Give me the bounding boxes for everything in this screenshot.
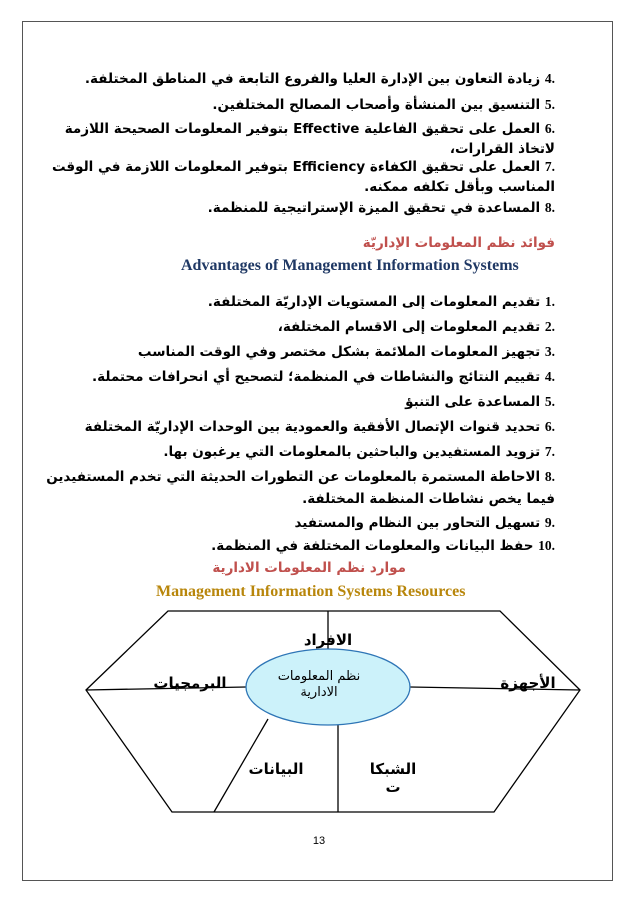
adv-item-4: .4 تقييم النتائج والنشاطات في المنظمة؛ لتصحيح أي انحرافات محتملة. — [92, 369, 555, 385]
list1-item-6-cont: لاتخاذ القرارات، — [449, 141, 555, 157]
list1-item-5: .5 التنسيق بين المنشأة وأصحاب المصالح المختلفين. — [212, 97, 555, 113]
advantages-title-ar: فوائد نظم المعلومات الإداريّة — [362, 235, 555, 251]
list1-item-6: .6 العمل على تحقيق الفاعلية Effective بتوفير المعلومات الصحيحة اللازمة — [64, 121, 555, 137]
list1-item-4: .4 زيادة التعاون بين الإدارة العليا والفروع التابعة في المناطق المختلفة. — [84, 71, 555, 87]
adv-item-8-cont: فيما يخص نشاطات المنظمة المختلفة. — [302, 491, 555, 507]
adv-item-5: .5 المساعدة على التنبؤ — [405, 394, 555, 410]
resources-title-en: Management Information Systems Resources — [156, 583, 466, 600]
diagram-label-networks: الشبكا ت — [369, 760, 417, 796]
list1-item-7: .7 العمل على تحقيق الكفاءة Efficiency بتوفير المعلومات اللازمة في الوقت — [51, 159, 555, 175]
adv-item-9: .9 تسهيل التحاور بين النظام والمستفيد — [294, 515, 555, 531]
diagram-center-label: نظم المعلومات الادارية — [277, 669, 361, 700]
diagram-label-data: البيانات — [248, 760, 304, 778]
adv-item-1: .1 تقديم المعلومات إلى المستويات الإداريّة المختلفة. — [207, 294, 555, 310]
adv-item-3: .3 تجهيز المعلومات الملائمة بشكل مختصر وفي الوقت المناسب — [137, 344, 555, 360]
diagram-label-people: الافراد — [303, 631, 353, 649]
adv-item-2: .2 تقديم المعلومات إلى الاقسام المختلفة، — [277, 319, 555, 335]
list1-item-7-cont: المناسب وبأقل تكلفه ممكنه. — [364, 179, 555, 195]
adv-item-7: .7 تزويد المستفيدين والباحثين بالمعلومات التي يرغبون بها. — [163, 444, 555, 460]
resources-title-ar: موارد نظم المعلومات الادارية — [212, 560, 406, 576]
page-number: 13 — [312, 835, 326, 847]
diagram-label-hardware: الأجهزة — [500, 674, 556, 692]
adv-item-8: .8 الاحاطة المستمرة بالمعلومات عن التطورات الحديثة التي تخدم المستفيدين — [46, 469, 555, 485]
adv-item-6: .6 تحديد قنوات الإتصال الأفقية والعمودية بين الوحدات الإداريّة المختلفة — [84, 419, 555, 435]
diagram-label-software: البرمجيات — [153, 674, 227, 692]
list1-item-8: .8 المساعدة في تحقيق الميزة الإستراتيجية للمنظمة. — [207, 200, 555, 216]
advantages-title-en: Advantages of Management Information Systems — [181, 257, 519, 274]
adv-item-10: .10 حفظ البيانات والمعلومات المختلفة في المنظمة. — [211, 538, 555, 554]
